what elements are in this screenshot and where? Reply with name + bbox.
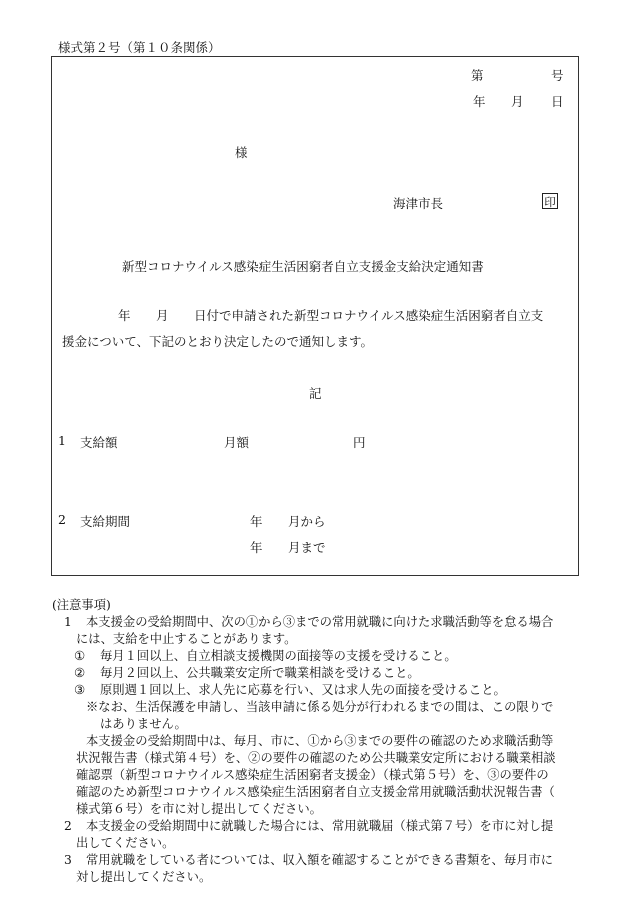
note3-number: 3 [64, 853, 72, 867]
body-text-line1: 日付で申請された新型コロナウイルス感染症生活困窮者自立支 [194, 308, 544, 323]
document-title: 新型コロナウイルス感染症生活困窮者自立支援金支給決定通知書 [122, 259, 484, 274]
report-paragraph-line5: 様式第６号）を市に対し提出してください。 [76, 802, 322, 816]
note3-line2: 対し提出してください。 [76, 870, 212, 884]
date-year: 年 [473, 94, 486, 109]
body-text-line2: 援金について、下記のとおり決定したので通知します。 [62, 334, 374, 349]
ki-marker: 記 [309, 386, 322, 401]
item2-number: 2 [58, 512, 66, 527]
condition2-text: 毎月２回以上、公共職業安定所で職業相談を受けること。 [100, 666, 420, 680]
note2-line1: 本支援金の受給期間中に就職した場合には、常用就職届（様式第７号）を市に対し提 [86, 819, 554, 833]
doc-number-suffix: 号 [551, 68, 564, 83]
doc-number-prefix: 第 [471, 68, 484, 83]
item1-monthly: 月額 [224, 435, 250, 450]
item1-yen: 円 [353, 435, 366, 450]
exception-line1: ※なお、生活保護を申請し、当該申請に係る処分が行われるまでの間は、この限りで [86, 700, 554, 714]
date-day: 日 [551, 94, 564, 109]
report-paragraph-line4: 確認のため新型コロナウイルス感染症生活困窮者自立支援金常用就職活動状況報告書（ [76, 785, 555, 799]
report-paragraph-line1: 本支援金の受給期間中は、毎月、市に、①から③までの要件の確認のため求職活動等 [86, 734, 554, 748]
note1-number: 1 [64, 615, 72, 629]
item2-from-year: 年 [250, 514, 263, 529]
note2-line2: 出してください。 [76, 836, 175, 850]
item1-number: 1 [58, 433, 66, 448]
notes-heading: (注意事項) [52, 598, 111, 612]
item2-label: 支給期間 [80, 514, 131, 529]
item1-label: 支給額 [80, 435, 118, 450]
note1-line1: 本支援金の受給期間中、次の①から③までの常用就職に向けた求職活動等を怠る場合 [86, 615, 554, 629]
condition3-marker: ③ [74, 683, 86, 697]
form-label: 様式第２号（第１０条関係） [58, 40, 221, 55]
body-year: 年 [118, 308, 131, 323]
issuer-name: 海津市長 [393, 196, 444, 211]
exception-line2: はありません。 [100, 717, 187, 731]
condition2-marker: ② [74, 666, 86, 680]
date-month: 月 [511, 94, 524, 109]
item2-to-month: 月まで [288, 540, 326, 555]
note1-line2: には、支給を中止することがあります。 [76, 632, 297, 646]
note2-number: 2 [64, 819, 72, 833]
item2-to-year: 年 [250, 540, 263, 555]
note3-line1: 常用就職をしている者については、収入額を確認することができる書類を、毎月市に [86, 853, 554, 867]
item2-from-month: 月から [288, 514, 326, 529]
seal-mark: 印 [542, 193, 558, 209]
condition3-text: 原則週１回以上、求人先に応募を行い、又は求人先の面接を受けること。 [100, 683, 506, 697]
condition1-marker: ① [74, 649, 86, 663]
report-paragraph-line3: 確認票（新型コロナウイルス感染症生活困窮者支援金）（様式第５号）を、③の要件の [76, 768, 549, 782]
body-month: 月 [156, 308, 169, 323]
condition1-text: 毎月１回以上、自立相談支援機関の面接等の支援を受けること。 [100, 649, 457, 663]
addressee-honorific: 様 [235, 145, 248, 160]
report-paragraph-line2: 状況報告書（様式第４号）を、②の要件の確認のため公共職業安定所における職業相談 [76, 751, 556, 765]
